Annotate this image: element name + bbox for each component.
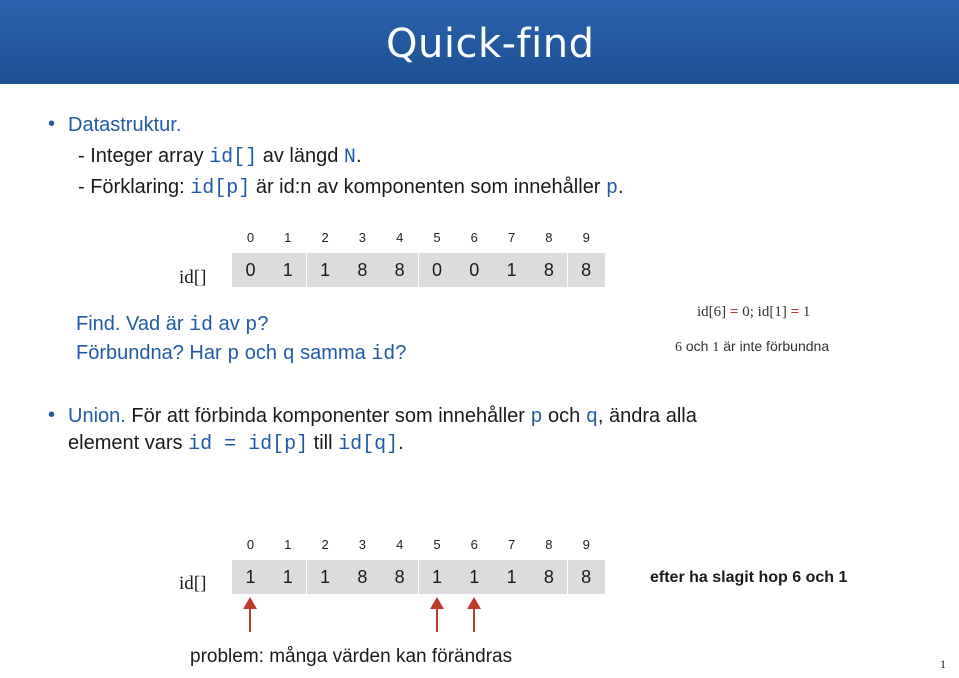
array-index: 2 (321, 537, 329, 552)
text: 1 (712, 340, 720, 355)
array-cell: 1 (307, 560, 344, 594)
array-index: 1 (284, 537, 292, 552)
code: id (189, 314, 214, 337)
array-index: 9 (582, 537, 590, 552)
text: . (398, 432, 404, 454)
text: För att förbinda komponenter som innehåller (131, 405, 531, 427)
array-label: id[] (179, 573, 207, 594)
text: Har (189, 342, 228, 364)
array-index: 6 (470, 230, 478, 245)
text: samma (294, 342, 372, 364)
text: = (786, 304, 803, 320)
array-label: id[] (179, 267, 207, 288)
code: id[p] (190, 177, 251, 200)
title-bar (0, 0, 959, 84)
array-cell: 8 (530, 253, 567, 287)
array-cell: 0 (232, 253, 269, 287)
array-cell: 1 (493, 560, 530, 594)
problem-note: problem: många värden kan förändras (190, 646, 513, 667)
text: - Integer array (78, 145, 210, 167)
text: av längd (257, 145, 344, 167)
array-index: 7 (507, 537, 516, 552)
array-cell: 8 (568, 253, 605, 287)
text: Vad är (126, 313, 190, 335)
array-cell: 1 (419, 560, 456, 594)
slide-title: Quick-find (386, 21, 595, 67)
text: element vars (68, 432, 189, 454)
text: och (682, 338, 713, 354)
text: Union. (68, 405, 132, 427)
array-index: 9 (582, 230, 590, 245)
union-line-2 (68, 432, 404, 456)
text: 0; id[1] (742, 304, 787, 320)
array-index: 3 (358, 537, 366, 552)
code: p (606, 177, 619, 200)
text: till (308, 432, 339, 454)
text: 6 (675, 340, 682, 355)
union-line-1 (68, 405, 697, 429)
bullet-icon: • (48, 404, 56, 426)
array-cell: 1 (493, 253, 530, 287)
note-line-2 (675, 338, 829, 356)
array-index: 2 (321, 230, 329, 245)
arrow-shaft (473, 607, 475, 632)
arrow-shaft (249, 607, 251, 632)
code: N (343, 146, 356, 169)
code: id = id[p] (188, 433, 309, 456)
text: = (726, 304, 743, 320)
text: . (355, 145, 362, 167)
text: Förbundna? (76, 342, 190, 364)
array-cell: 8 (344, 253, 381, 287)
bullet-icon: • (48, 113, 56, 135)
text: ? (395, 342, 407, 364)
code: q (585, 406, 598, 429)
text: är inte förbundna (719, 338, 830, 354)
array-caption: efter ha slagit hop 6 och 1 (650, 569, 848, 586)
array-index: 8 (545, 537, 553, 552)
code: id[] (209, 146, 258, 169)
find-line-1 (76, 313, 268, 337)
code: p (530, 406, 543, 429)
text: - Förklaring: (78, 176, 191, 198)
text: ? (257, 313, 269, 335)
array-index: 8 (545, 230, 553, 245)
array-index: 4 (396, 537, 404, 552)
datastructure-line-1 (78, 145, 362, 169)
text: av (213, 313, 246, 335)
array-cell: 8 (568, 560, 605, 594)
code: p (227, 343, 240, 366)
text: 1 (802, 304, 811, 320)
array-cell: 1 (269, 560, 306, 594)
array-cell: 8 (381, 253, 418, 287)
array-index: 6 (470, 537, 478, 552)
array-cell: 8 (530, 560, 567, 594)
array-index: 5 (433, 537, 441, 552)
text: Find. (76, 313, 127, 335)
array-cell: 0 (456, 253, 493, 287)
page-number: 1 (940, 657, 946, 671)
arrow-shaft (436, 607, 438, 632)
array-index: 1 (284, 230, 292, 245)
array-cell: 8 (344, 560, 381, 594)
array-cell: 8 (381, 560, 418, 594)
text: id[6] (697, 304, 727, 320)
array-cell: 0 (419, 253, 456, 287)
array-cell: 1 (269, 253, 306, 287)
array-cell: 1 (307, 253, 344, 287)
code: id (371, 343, 396, 366)
datastructure-heading: Datastruktur. (68, 114, 182, 136)
datastructure-line-2 (78, 176, 624, 200)
text: , ändra alla (597, 405, 697, 427)
code: q (282, 343, 295, 366)
text: är id:n av komponenten som innehåller (250, 176, 607, 198)
note-line-1 (697, 304, 810, 321)
array-cell: 1 (456, 560, 493, 594)
text: och (239, 342, 283, 364)
find-line-2 (76, 342, 406, 366)
text: . (618, 176, 624, 198)
array-index: 3 (358, 230, 366, 245)
array-index: 0 (246, 537, 255, 552)
code: p (245, 314, 258, 337)
array-index: 7 (507, 230, 516, 245)
text: och (542, 405, 586, 427)
array-index: 5 (433, 230, 441, 245)
code: id[q] (338, 433, 399, 456)
array-index: 0 (246, 230, 255, 245)
array-cell: 1 (232, 560, 269, 594)
array-index: 4 (396, 230, 404, 245)
